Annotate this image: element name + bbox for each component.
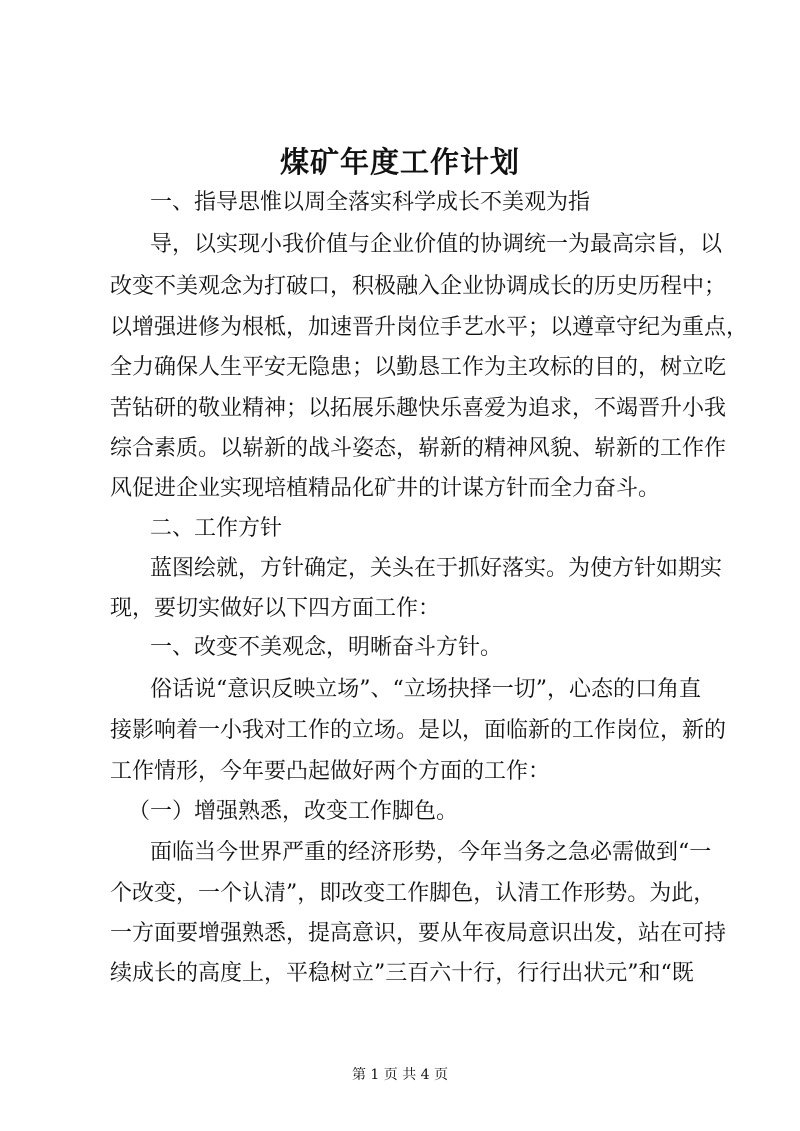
paragraph-line: 俗话说“意识反映立场”、“立场抉择一切”，心态的口角直 bbox=[150, 677, 701, 702]
paragraph-line: 改变不美观念为打破口，积极融入企业协调成长的历史历程中； bbox=[110, 274, 727, 299]
paragraph-line: 现，要切实做好以下四方面工作： bbox=[110, 596, 441, 621]
paragraph-line: 以增强进修为根柢，加速晋升岗位手艺水平；以遵章守纪为重点， bbox=[110, 315, 749, 340]
paragraph-line: 续成长的高度上，平稳树立”三百六十行，行行出状元”和“既 bbox=[110, 961, 694, 986]
paragraph-line: 苦钻研的敬业精神；以拓展乐趣快乐喜爱为追求，不竭晋升小我 bbox=[110, 396, 727, 421]
page-number: 第 1 页 共 4 页 bbox=[351, 1067, 449, 1083]
paragraph-line: 一、指导思惟以周全落实科学成长不美观为指 bbox=[150, 190, 591, 215]
paragraph-line: 接影响着一小我对工作的立场。是以，面临新的工作岗位，新的 bbox=[110, 718, 727, 743]
paragraph-line: 工作情形，今年要凸起做好两个方面的工作： bbox=[110, 759, 551, 784]
paragraph-line: 一方面要增强熟悉，提高意识，要从年夜局意识出发，站在可持 bbox=[110, 921, 727, 946]
paragraph-line: 综合素质。以崭新的战斗姿态，崭新的精神风貌、崭新的工作作 bbox=[110, 436, 727, 461]
paragraph-line: 风促进企业实现培植精品化矿井的计谋方针而全力奋斗。 bbox=[110, 476, 661, 501]
subsection-heading: （一）增强熟悉，改变工作脚色。 bbox=[128, 799, 459, 824]
document-title: 煤矿年度工作计划 bbox=[279, 145, 520, 179]
paragraph-line: 个改变，一个认清”，即改变工作脚色，认清工作形势。为此， bbox=[110, 881, 716, 906]
paragraph-line: 面临当今世界严重的经济形势，今年当务之急必需做到“一 bbox=[150, 840, 712, 865]
paragraph-line: 全力确保人生平安无隐患；以勤恳工作为主攻标的目的，树立吃 bbox=[110, 355, 727, 380]
paragraph-line: 导，以实现小我价值与企业价值的协调统一为最高宗旨，以 bbox=[150, 232, 723, 257]
section-heading: 一、改变不美观念，明晰奋斗方针。 bbox=[150, 635, 503, 660]
paragraph-line: 蓝图绘就，方针确定，关头在于抓好落实。为使方针如期实 bbox=[150, 556, 723, 581]
section-heading: 二、工作方针 bbox=[150, 516, 283, 541]
